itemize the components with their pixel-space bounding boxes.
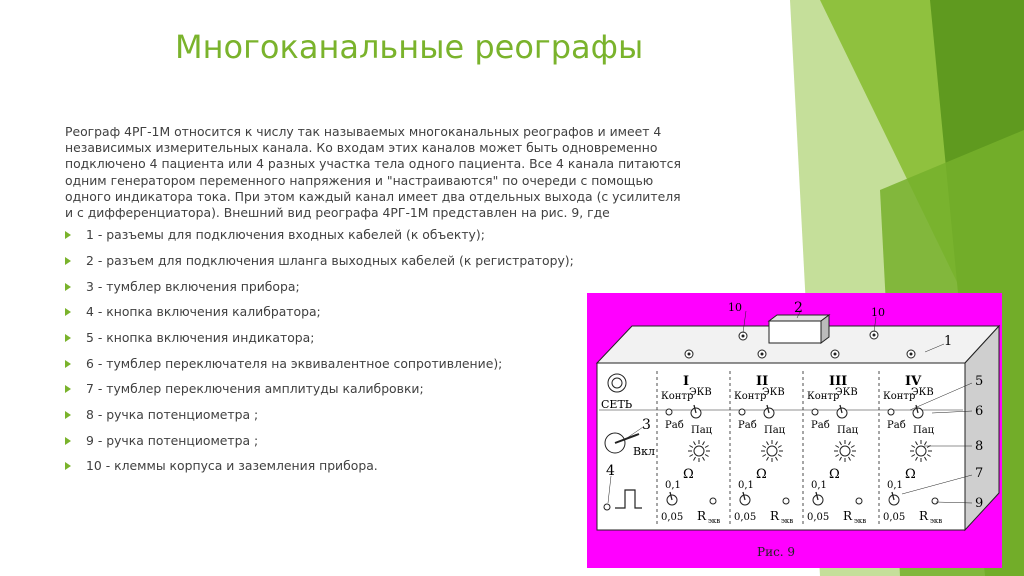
amplitude-low-label: 0,05 — [883, 512, 906, 523]
r-label: R — [919, 509, 929, 523]
channel-number: I — [683, 374, 690, 389]
work-label: Раб — [887, 420, 906, 431]
equiv-label: ЭКВ — [835, 387, 858, 398]
terminal-10-pin — [873, 334, 876, 337]
equiv-label: ЭКВ — [689, 387, 712, 398]
r-subscript: экв — [708, 517, 721, 525]
input-connector-1-pin — [688, 353, 691, 356]
r-label: R — [843, 509, 853, 523]
amplitude-low-label: 0,05 — [734, 512, 757, 523]
input-connector-1-pin — [910, 353, 913, 356]
list-item-text: 4 - кнопка включения калибратора; — [86, 304, 321, 320]
patient-label: Пац — [764, 425, 786, 436]
indicator-button — [812, 409, 818, 415]
work-label: Раб — [665, 420, 684, 431]
potentiometer-9 — [783, 498, 789, 504]
rheograph-figure — [587, 293, 1002, 568]
amplitude-high-label: 0,1 — [811, 480, 827, 491]
potentiometer-knob — [916, 446, 926, 456]
list-item-text: 6 - тумблер переключателя на эквивалентное сопротивление); — [86, 355, 503, 371]
list-item-text: 1 - разъемы для подключения входных кабелей (к объекту); — [86, 227, 485, 243]
intro-paragraph: Реограф 4РГ-1М относится к числу так называемых многоканальных реографов и имеет 4 независимых измерительных канала. Ко входам этих каналов может быть одновременно подключено 4 пациента или 4 разных участка тела одного пациента. Все 4 канала питаются одним генератором переменного напряжения и "настраиваются" по очереди с помощью одного индикатора тока. При этом каждый канал имеет два отдельных выхода (с усилителя и с дифференциатора). Внешний вид реографа 4РГ-1М представлен на рис. 9, где — [65, 124, 681, 221]
potentiometer-knob — [840, 446, 850, 456]
control-label: Контр — [661, 391, 694, 402]
list-item-text: 3 - тумблер включения прибора; — [86, 278, 300, 294]
channel-number: III — [829, 374, 848, 389]
list-item-text: 2 - разъем для подключения шланга выходных кабелей (к регистратору); — [86, 252, 574, 268]
connector-2 — [769, 321, 821, 343]
callout-8: 8 — [975, 439, 984, 454]
amplitude-low-label: 0,05 — [807, 512, 830, 523]
bullet-icon — [65, 231, 71, 239]
input-connector-1-pin — [761, 353, 764, 356]
equiv-label: ЭКВ — [911, 387, 934, 398]
indicator-button — [666, 409, 672, 415]
list-item — [65, 253, 690, 279]
page-title: Многоканальные реографы — [175, 28, 644, 66]
work-label: Раб — [738, 420, 757, 431]
callout-2: 2 — [794, 300, 803, 316]
callout-7: 7 — [975, 466, 984, 481]
bullet-icon — [65, 437, 71, 445]
callout-10-left: 10 — [728, 301, 742, 314]
indicator-button — [888, 409, 894, 415]
amplitude-high-label: 0,1 — [665, 480, 681, 491]
ohm-label: Ω — [905, 467, 916, 482]
control-label: Контр — [807, 391, 840, 402]
amplitude-high-label: 0,1 — [887, 480, 903, 491]
list-item — [65, 227, 690, 253]
amplitude-high-label: 0,1 — [738, 480, 754, 491]
bullet-icon — [65, 308, 71, 316]
callout-3: 3 — [642, 417, 651, 433]
amplitude-low-label: 0,05 — [661, 512, 684, 523]
list-item-text: 5 - кнопка включения индикатора; — [86, 329, 315, 345]
list-item-text: 10 - клеммы корпуса и заземления прибора. — [86, 458, 378, 474]
work-label: Раб — [811, 420, 830, 431]
potentiometer-knob — [767, 446, 777, 456]
switch-label: Вкл — [633, 445, 655, 458]
r-label: R — [697, 509, 707, 523]
patient-label: Пац — [837, 425, 859, 436]
callout-5: 5 — [975, 374, 984, 389]
channel-number: II — [756, 374, 769, 389]
callout-1: 1 — [944, 334, 953, 349]
terminal-10-pin — [742, 335, 745, 338]
bullet-icon — [65, 385, 71, 393]
bullet-icon — [65, 411, 71, 419]
potentiometer-9 — [932, 498, 938, 504]
list-item-text: 7 - тумблер переключения амплитуды калибровки; — [86, 381, 424, 397]
bullet-icon — [65, 334, 71, 342]
channel-number: IV — [905, 374, 922, 389]
callout-10-right: 10 — [871, 306, 885, 319]
equiv-label: ЭКВ — [762, 387, 785, 398]
ohm-label: Ω — [683, 467, 694, 482]
power-label: СЕТЬ — [601, 398, 633, 411]
calibrator-button — [604, 504, 610, 510]
potentiometer-knob — [694, 446, 704, 456]
bullet-icon — [65, 283, 71, 291]
callout-4: 4 — [606, 463, 615, 479]
r-subscript: экв — [781, 517, 794, 525]
list-item-text: 8 - ручка потенциометра ; — [86, 407, 259, 423]
callout-6: 6 — [975, 404, 984, 419]
control-label: Контр — [883, 391, 916, 402]
control-label: Контр — [734, 391, 767, 402]
bullet-icon — [65, 462, 71, 470]
input-connector-1-pin — [834, 353, 837, 356]
r-subscript: экв — [854, 517, 867, 525]
callout-9: 9 — [975, 496, 984, 511]
ohm-label: Ω — [829, 467, 840, 482]
bullet-icon — [65, 360, 71, 368]
list-item-text: 9 - ручка потенциометра ; — [86, 432, 259, 448]
potentiometer-9 — [710, 498, 716, 504]
bullet-icon — [65, 257, 71, 265]
r-label: R — [770, 509, 780, 523]
potentiometer-9 — [856, 498, 862, 504]
patient-label: Пац — [691, 425, 713, 436]
indicator-button — [739, 409, 745, 415]
power-indicator-inner — [612, 378, 622, 388]
r-subscript: экв — [930, 517, 943, 525]
figure-caption: Рис. 9 — [757, 545, 796, 559]
patient-label: Пац — [913, 425, 935, 436]
ohm-label: Ω — [756, 467, 767, 482]
